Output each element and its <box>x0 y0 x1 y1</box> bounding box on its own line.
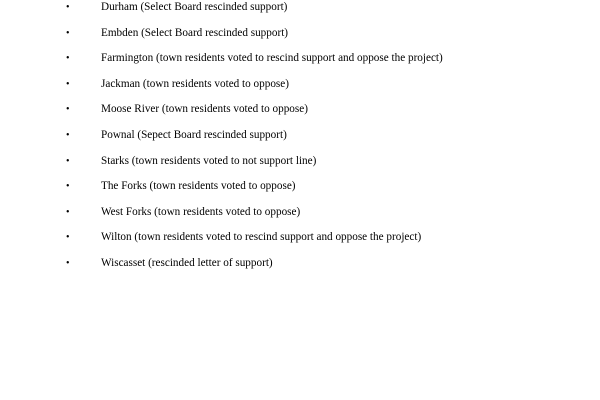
bullet-icon: • <box>66 104 70 116</box>
list-item-text: Pownal (Sepect Board rescinded support) <box>101 128 287 141</box>
list-item-text: Wiscasset (rescinded letter of support) <box>101 256 273 269</box>
list-item-text: Embden (Select Board rescinded support) <box>101 26 289 39</box>
list-item <box>0 97 600 123</box>
bullet-icon: • <box>66 155 70 167</box>
bullet-icon: • <box>66 181 70 193</box>
list-item <box>0 21 600 47</box>
list-item <box>0 0 600 21</box>
list-item-text: Moose River (town residents voted to oppose) <box>101 103 308 116</box>
bullet-icon: • <box>66 2 70 13</box>
bullet-icon: • <box>66 27 70 39</box>
list-item-text: Durham (Select Board rescinded support) <box>101 1 288 13</box>
bullet-icon: • <box>66 129 70 141</box>
bullet-icon: • <box>66 257 70 269</box>
list-item-text: West Forks (town residents voted to oppose) <box>101 205 301 218</box>
bullet-icon: • <box>66 78 70 90</box>
bullet-icon: • <box>66 232 70 244</box>
list-item <box>0 200 600 226</box>
bullet-icon: • <box>66 206 70 218</box>
list-item <box>0 174 600 200</box>
list-item <box>0 72 600 98</box>
list-item <box>0 251 600 277</box>
list-item <box>0 225 600 251</box>
bullet-icon: • <box>66 53 70 65</box>
list-item-text: Jackman (town residents voted to oppose) <box>101 77 289 90</box>
list-item <box>0 46 600 72</box>
list-item-text: Farmington (town residents voted to rescind support and oppose the project) <box>101 52 443 65</box>
list-item-text: Starks (town residents voted to not support line) <box>101 154 317 167</box>
list-item-text: The Forks (town residents voted to oppose) <box>101 180 296 193</box>
list-item-text: Wilton (town residents voted to rescind support and oppose the project) <box>101 231 422 244</box>
list-item <box>0 149 600 175</box>
list-item <box>0 123 600 149</box>
